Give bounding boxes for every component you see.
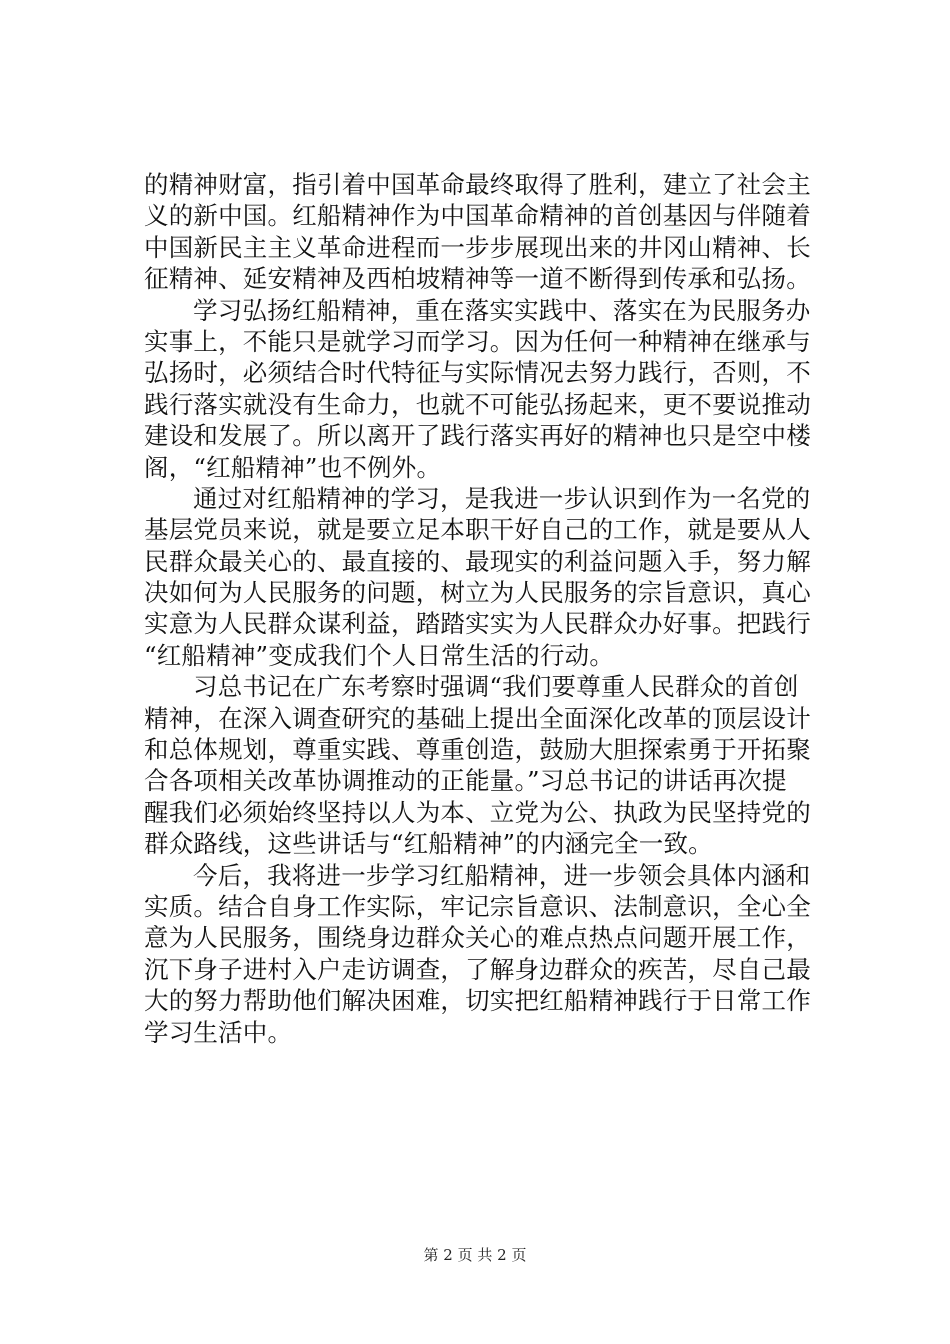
body-line: 实意为人民群众谋利益，踏踏实实为人民群众办好事。把践行 bbox=[144, 609, 811, 639]
body-line: 合各项相关改革协调推动的正能量。”习总书记的讲话再次提 bbox=[144, 766, 787, 796]
body-line: 中国新民主主义革命进程而一步步展现出来的井冈山精神、长 bbox=[144, 232, 811, 262]
paragraph-first-line: 学习弘扬红船精神，重在落实实践中、落实在为民服务办 bbox=[193, 295, 811, 325]
body-line: 意为人民服务，围绕身边群众关心的难点热点问题开展工作， bbox=[144, 923, 811, 953]
body-line: 群众路线，这些讲话与“红船精神”的内涵完全一致。 bbox=[144, 829, 713, 859]
body-line: 的精神财富，指引着中国革命最终取得了胜利，建立了社会主 bbox=[144, 170, 811, 199]
page-number-footer: 第 2 页 共 2 页 bbox=[423, 1246, 527, 1264]
body-line: “红船精神”变成我们个人日常生活的行动。 bbox=[144, 640, 615, 670]
body-line: 阁，“红船精神”也不例外。 bbox=[144, 452, 442, 482]
paragraph-first-line: 通过对红船精神的学习，是我进一步认识到作为一名党的 bbox=[193, 483, 811, 513]
body-line: 实质。结合自身工作实际，牢记宗旨意识、法制意识，全心全 bbox=[144, 891, 811, 921]
body-line: 义的新中国。红船精神作为中国革命精神的首创基因与伴随着 bbox=[144, 201, 811, 231]
body-line: 和总体规划，尊重实践、尊重创造，鼓励大胆探索勇于开拓聚 bbox=[144, 735, 811, 765]
paragraph-first-line: 今后，我将进一步学习红船精神，进一步领会具体内涵和 bbox=[193, 860, 811, 890]
body-line: 基层党员来说，就是要立足本职干好自己的工作，就是要从人 bbox=[144, 515, 811, 545]
body-line: 征精神、延安精神及西柏坡精神等一道不断得到传承和弘扬。 bbox=[144, 264, 811, 294]
body-line: 建设和发展了。所以离开了践行落实再好的精神也只是空中楼 bbox=[144, 421, 811, 451]
body-line: 决如何为人民服务的问题，树立为人民服务的宗旨意识，真心 bbox=[144, 578, 811, 608]
body-line: 民群众最关心的、最直接的、最现实的利益问题入手，努力解 bbox=[144, 546, 811, 576]
body-line: 实事上，不能只是就学习而学习。因为任何一种精神在继承与 bbox=[144, 326, 811, 356]
body-line: 沉下身子进村入户走访调查，了解身边群众的疾苦，尽自己最 bbox=[144, 954, 811, 984]
body-line: 精神，在深入调查研究的基础上提出全面深化改革的顶层设计 bbox=[144, 703, 811, 733]
body-line: 大的努力帮助他们解决困难，切实把红船精神践行于日常工作 bbox=[144, 986, 811, 1016]
body-line: 弘扬时，必须结合时代特征与实际情况去努力践行，否则，不 bbox=[144, 358, 811, 388]
body-line: 醒我们必须始终坚持以人为本、立党为公、执政为民坚持党的 bbox=[144, 797, 811, 827]
paragraph-first-line: 习总书记在广东考察时强调“我们要尊重人民群众的首创 bbox=[193, 672, 799, 702]
body-line: 践行落实就没有生命力，也就不可能弘扬起来，更不要说推动 bbox=[144, 389, 811, 419]
body-line: 学习生活中。 bbox=[144, 1017, 293, 1047]
document-body bbox=[144, 169, 814, 1048]
